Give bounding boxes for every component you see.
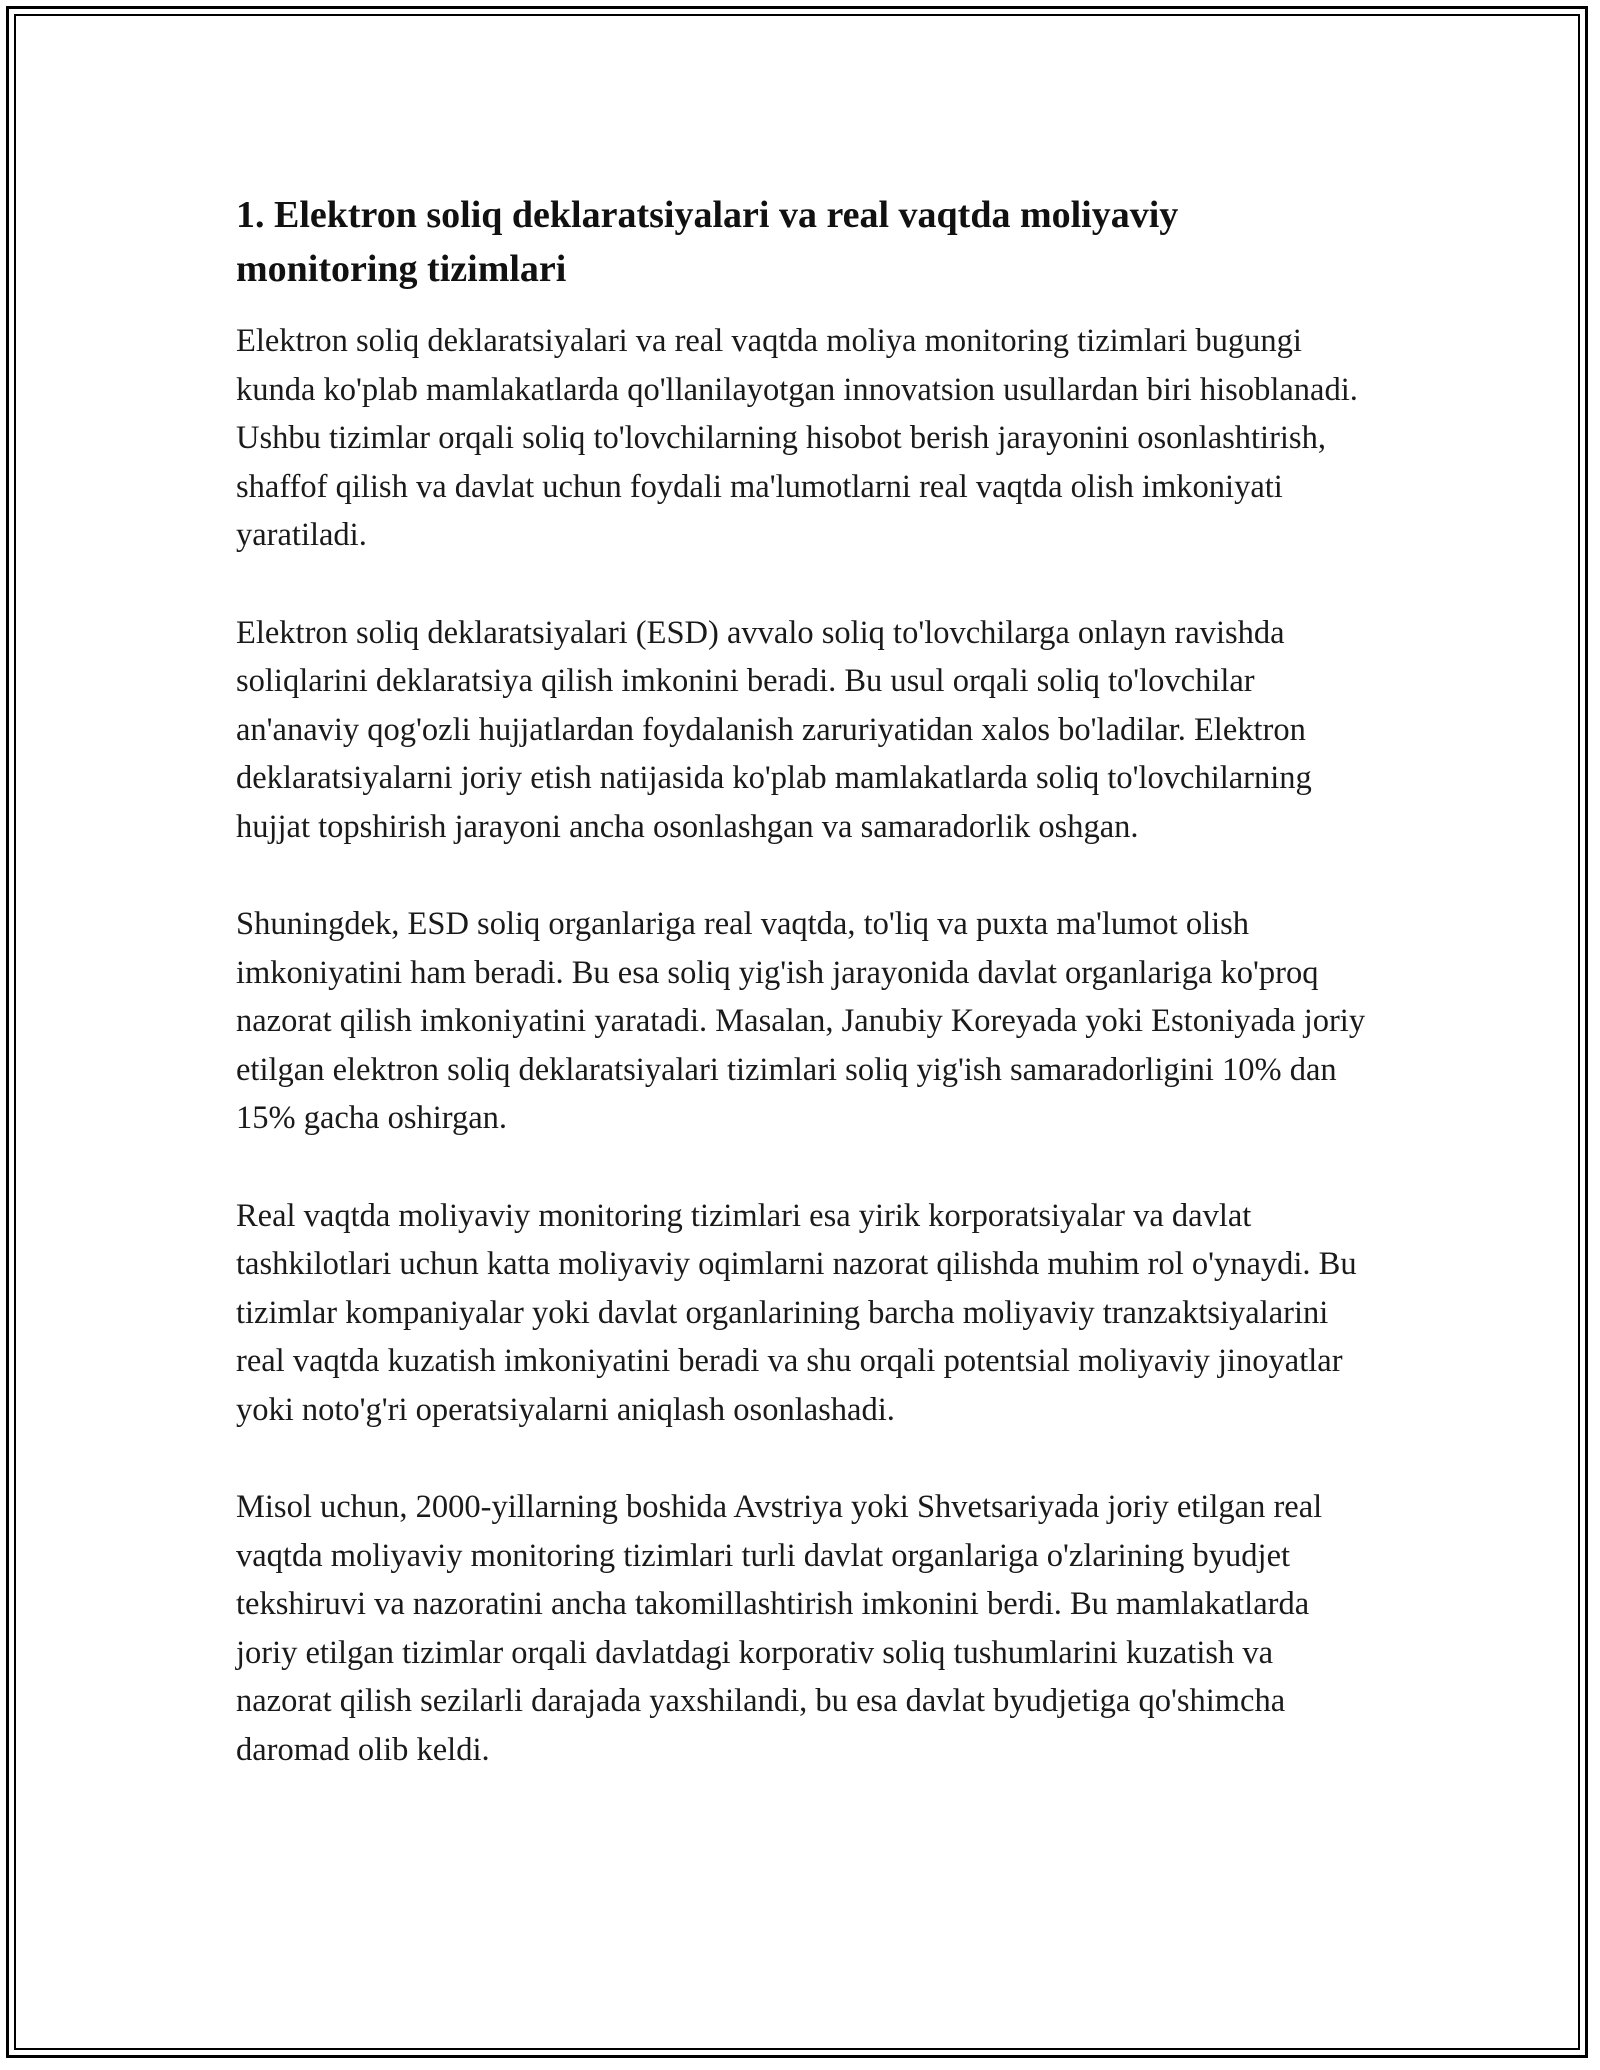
paragraph-monitoring: Real vaqtda moliyaviy monitoring tizimlari esa yirik korporatsiyalar va davlat tashkilotlari uchun katta moliyaviy oqimlarni nazorat qilishda muhim rol o'ynaydi. Bu tizimlar kompaniyalar yoki davlat organlarining barcha moliyaviy tranzaktsiyalarini real vaqtda kuzatish imkoniyatini beradi va shu orqali potentsial moliyaviy jinoyatlar yoki noto'g'ri operatsiyalarni aniqlash osonlashadi. [236,1197,1357,1428]
paragraph-example: Misol uchun, 2000-yillarning boshida Avstriya yoki Shvetsariyada joriy etilgan real vaqtda moliyaviy monitoring tizimlari turli davlat organlariga o'zlarining byudjet tekshiruvi va nazoratini ancha takomillashtirish imkonini berdi. Bu mamlakatlarda joriy etilgan tizimlar orqali davlatdagi korporativ soliq tushumlarini kuzatish va nazorat qilish sezilarli darajada yaxshilandi, bu esa davlat byudjetiga qo'shimcha daromad olib keldi. [236,1489,1323,1768]
paragraph-intro: Elektron soliq deklaratsiyalari va real vaqtda moliya monitoring tizimlari bugungi kunda ko'plab mamlakatlarda qo'llanilayotgan innovatsion usullardan biri hisoblanadi. Ushbu tizimlar orqali soliq to'lovchilarning hisobot berish jarayonini osonlashtirish, shaffof qilish va davlat uchun foydali ma'lumotlarni real vaqtda olish imkoniyati yaratiladi. [236,323,1358,553]
paragraph-esd-benefits: Shuningdek, ESD soliq organlariga real vaqtda, to'liq va puxta ma'lumot olish imkoniyatini ham beradi. Bu esa soliq yig'ish jarayonida davlat organlariga ko'proq nazorat qilish imkoniyatini yaratadi. Masalan, Janubiy Koreyada yoki Estoniyada joriy etilgan elektron soliq deklaratsiyalari tizimlari soliq yig'ish samaradorligini 10% dan 15% gacha oshirgan. [236,906,1366,1136]
paragraph-esd: Elektron soliq deklaratsiyalari (ESD) avvalo soliq to'lovchilarga onlayn ravishda soliqlarini deklaratsiya qilish imkonini beradi. Bu usul orqali soliq to'lovchilar an'anaviy qog'ozli hujjatlardan foydalanish zaruriyatidan xalos bo'ladilar. Elektron deklaratsiyalarni joriy etish natijasida ko'plab mamlakatlarda soliq to'lovchilarning hujjat topshirish jarayoni ancha osonlashgan va samaradorlik oshgan. [236,614,1312,845]
section-heading: 1. Elektron soliq deklaratsiyalari va real vaqtda moliyaviy monitoring tizimlari [236,194,1179,290]
document-body [236,188,1366,1823]
